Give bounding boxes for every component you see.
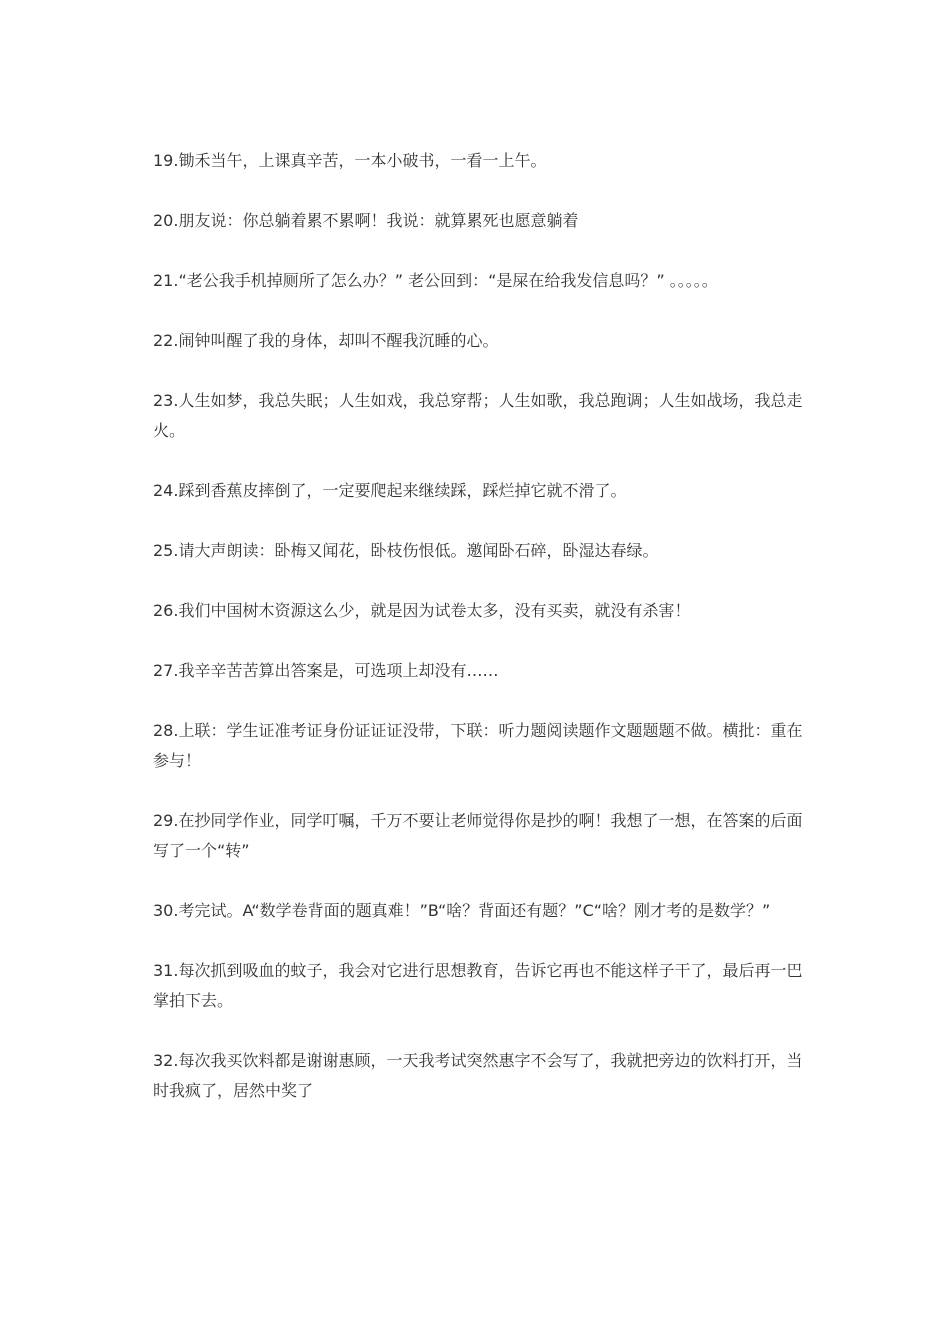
joke-item: 32.每次我买饮料都是谢谢惠顾，一天我考试突然惠字不会写了，我就把旁边的饮料打开，当时我疯了，居然中奖了 — [153, 1051, 803, 1100]
joke-item: 20.朋友说：你总躺着累不累啊！我说：就算累死也愿意躺着 — [153, 211, 579, 230]
joke-item: 24.踩到香蕉皮摔倒了，一定要爬起来继续踩，踩烂掉它就不滑了。 — [153, 481, 627, 500]
joke-item: 26.我们中国树木资源这么少，就是因为试卷太多，没有买卖，就没有杀害！ — [153, 601, 691, 620]
joke-item: 22.闹钟叫醒了我的身体，却叫不醒我沉睡的心。 — [153, 331, 499, 350]
joke-item: 19.锄禾当午，上课真辛苦，一本小破书，一看一上午。 — [153, 151, 547, 170]
joke-item: 21.“老公我手机掉厕所了怎么办？” 老公回到：“是屎在给我发信息吗？” 。。。。。 — [153, 271, 718, 290]
joke-item: 29.在抄同学作业，同学叮嘱，千万不要让老师觉得你是抄的啊！我想了一想，在答案的后面写了一个“转” — [153, 811, 803, 860]
joke-list — [153, 146, 807, 1136]
joke-item: 27.我辛辛苦苦算出答案是，可选项上却没有…… — [153, 661, 499, 680]
joke-item: 25.请大声朗读：卧梅又闻花，卧枝伤恨低。邀闻卧石碎，卧湿达春绿。 — [153, 541, 659, 560]
joke-item: 30.考完试。A“数学卷背面的题真难！”B“啥？背面还有题？”C“啥？刚才考的是数学？” — [153, 901, 771, 920]
joke-item: 23.人生如梦，我总失眠；人生如戏，我总穿帮；人生如歌，我总跑调；人生如战场，我总走火。 — [153, 391, 803, 440]
joke-item: 31.每次抓到吸血的蚊子，我会对它进行思想教育，告诉它再也不能这样子干了，最后再一巴掌拍下去。 — [153, 961, 803, 1010]
joke-item: 28.上联：学生证准考证身份证证证没带，下联：听力题阅读题作文题题题不做。横批：重在参与！ — [153, 721, 803, 770]
